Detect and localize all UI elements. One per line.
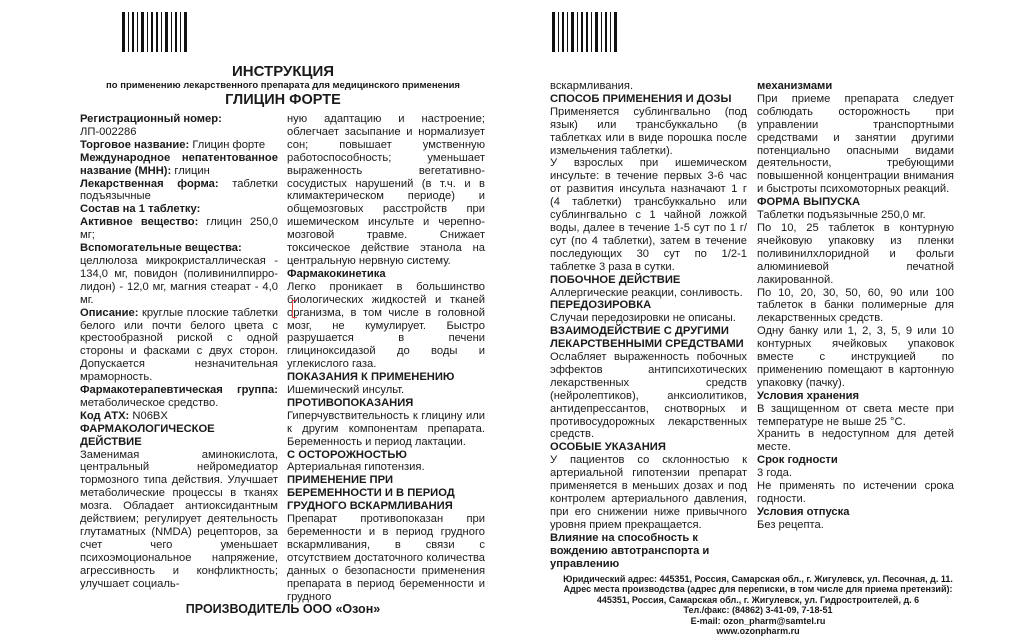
section-heading: Регистрационный номер: — [80, 113, 222, 125]
barcode-bar — [595, 12, 598, 52]
section-heading: ВЗАИМОДЕЙСТВИЕ С ДРУГИМИ ЛЕКАРСТВЕННЫМИ СРЕДСТВАМИ — [550, 325, 744, 351]
drug-name: ГЛИЦИН ФОРТЕ — [225, 92, 341, 108]
field — [80, 384, 278, 410]
field — [80, 152, 278, 178]
column-3 — [550, 80, 747, 570]
footer-line: 445351, Россия, Самарская обл., г. Жигулевск, ул. Гидростроителей, д. 6 — [596, 594, 920, 605]
barcode-bar — [147, 12, 148, 52]
section-heading: Фармакокинетика — [287, 267, 386, 280]
section-heading: С ОСТОРОЖНОСТЬЮ — [287, 448, 407, 461]
section-heading: Условия отпуска — [757, 505, 850, 518]
barcode-bar — [614, 12, 617, 52]
field-label: Описание: — [80, 306, 139, 319]
paragraph: ЛП-002286 — [80, 125, 137, 138]
barcode-bar — [552, 12, 555, 52]
barcode-bar — [610, 12, 611, 52]
barcode-bar — [132, 12, 134, 52]
address-footer — [548, 574, 968, 636]
paragraph: вскармливания. — [550, 80, 634, 92]
red-mark — [292, 300, 297, 318]
barcode-bar — [601, 12, 602, 52]
barcode-bar — [571, 12, 574, 52]
paragraph: При приеме препарата следует соблюдать осторожность при управлении транспортными средствами и занятии другими потенциально опасными видами деятельности, требующими повышенной концентрации внимания и быстроты психомоторных реакций. — [757, 92, 954, 196]
field — [80, 178, 278, 204]
barcode-bar — [151, 12, 153, 52]
field-label: Лекарственная форма: — [80, 177, 219, 190]
barcode-bar — [171, 12, 172, 52]
paragraph: Аллергические реакции, сонливость. — [550, 286, 743, 299]
document-title: ИНСТРУКЦИЯ — [231, 63, 335, 80]
field-value: таблетки подъязычные — [80, 177, 278, 203]
field-label: Активное вещество: — [80, 216, 199, 229]
paragraph: Случаи передозировки не описаны. — [550, 312, 736, 325]
barcode-right — [552, 12, 620, 52]
paragraph: Не применять по истечении срока годности. — [757, 480, 954, 505]
field-label: Фармакотерапевтическая группа: — [80, 384, 278, 397]
section-heading: ФОРМА ВЫПУСКА — [757, 196, 861, 209]
barcode-bar — [586, 12, 588, 52]
field-value: Глицин форте — [189, 138, 266, 151]
field-label: Код АТХ: — [80, 409, 130, 422]
paragraph: Легко проникает в большинство биологических жидкостей и тканей организма, в том числе в головной мозг, не кумулирует. Быстро разрушается в печени глициноксидазой до воды и углекислого газа. — [287, 280, 485, 371]
column-4 — [757, 80, 954, 532]
paragraph: ную адаптацию и настроение; облегчает засыпание и нормализует сон; повышает умственную работоспособность; уменьшает выраженность вегетативно-сосудистых нарушений (в т.ч. и в климактерическом периоде) и общемозговых расстройств при ишемическом инсульте и черепно-мозговой травме. Снижает токсическое действие этанола на центральную нервную систему. — [287, 113, 485, 267]
field — [80, 216, 278, 242]
barcode-bar — [562, 12, 564, 52]
barcode-bar — [577, 12, 578, 52]
field — [80, 139, 278, 152]
section-heading: ОСОБЫЕ УКАЗАНИЯ — [550, 441, 666, 454]
section-heading: Вспомогательные вещества: — [80, 242, 242, 255]
barcode-bar — [137, 12, 138, 52]
barcode-bar — [591, 12, 592, 52]
section-heading: Срок годности — [757, 454, 838, 467]
footer-line: www.ozonpharm.ru — [716, 626, 800, 637]
paragraph: целлюлоза микрокристаллическая - 134,0 мг, повидон (поливинилпирро-лидон) - 12,0 мг, магния стеарат - 4,0 мг. — [80, 254, 278, 306]
column-2 — [287, 113, 485, 603]
footer-line: Тел./факс: (84862) 3-41-09, 7-18-51 — [683, 605, 833, 616]
barcode-left — [122, 12, 190, 52]
section-heading: ПРОТИВОПОКАЗАНИЯ — [287, 396, 414, 409]
section-heading: механизмами — [757, 80, 833, 92]
field-label: Международное непатентованное название (МНН): — [80, 151, 278, 177]
field — [80, 307, 278, 384]
barcode-bar — [122, 12, 125, 52]
paragraph: Ослабляет выраженность побочных эффектов антипсихотических лекарственных средств (нейролептиков), анксиолитиков, антидепрессантов, снотворных и противосудорожных лекарственных средств. — [550, 351, 747, 441]
footer-line: E-mail: ozon_pharm@samtel.ru — [690, 615, 826, 626]
barcode-bar — [156, 12, 158, 52]
paragraph: По 10, 25 таблеток в контурную ячейковую упаковку из пленки поливинилхлоридной и фольги алюминиевой печатной лакированной. — [757, 221, 954, 286]
paragraph: Заменимая аминокислота, центральный нейромедиатор тормозного типа действия. Улучшает метаболические процессы в тканях мозга. Обладает антиоксидантным действием; регулирует деятельность глутаматных (NMDA) рецепторов, за счет чего уменьшает психоэмоциональное напряжение, агрессивность и конфликтность; улучшает социаль- — [80, 448, 278, 590]
section-heading: ПЕРЕДОЗИРОВКА — [550, 299, 652, 312]
paragraph: Без рецепта. — [757, 518, 824, 531]
section-heading: ПОБОЧНОЕ ДЕЙСТВИЕ — [550, 273, 681, 286]
barcode-bar — [567, 12, 568, 52]
paragraph: Применяется сублингвально (под язык) или трансбуккально (в таблетках или в виде порошка после измельчения таблетки). — [550, 105, 747, 157]
section-heading: Условия хранения — [757, 389, 860, 402]
barcode-bar — [558, 12, 559, 52]
paragraph: По 10, 20, 30, 50, 60, 90 или 100 таблеток в банки полимерные для лекарственных средств. — [757, 286, 954, 325]
field-label: Торговое название: — [80, 138, 190, 151]
paragraph: В защищенном от света месте при температуре не выше 25 °С. — [757, 402, 954, 428]
paragraph: Одну банку или 1, 2, 3, 5, 9 или 10 контурных ячейковых упаковок вместе с инструкцией по применению помещают в картонную упаковку (пачку). — [757, 325, 954, 389]
paragraph: У взрослых при ишемическом инсульте: в течение первых 3-6 час от развития инсульта назначают 1 г (4 таблетки) трансбуккально или сублингвально с 1 чайной ложкой воды, далее в течение 1-5 сут по 1 г/сут (по 4 таблетки), затем в течение последующих 30 сут по 1/2-1 таблетке 3 раза в сутки. — [550, 157, 747, 273]
section-heading: Состав на 1 таблетку: — [80, 203, 201, 216]
barcode-bar — [180, 12, 181, 52]
field-value: круглые плоские таблетки белого или почти белого цвета с крестообразной риской с одной стороны и фасками с двух сторон. Допускается незначительная мраморность. — [80, 306, 278, 384]
document-header — [78, 63, 488, 109]
barcode-bar — [605, 12, 607, 52]
footer-line: Юридический адрес: 445351, Россия, Самарская обл., г. Жигулевск, ул. Песочная, д. 11. — [563, 574, 953, 584]
section-heading: ПОКАЗАНИЯ К ПРИМЕНЕНИЮ — [287, 371, 455, 384]
section-heading: ПРИМЕНЕНИЕ ПРИ БЕРЕМЕННОСТИ И В ПЕРИОД ГРУДНОГО ВСКАРМЛИВАНИЯ — [287, 474, 455, 513]
column-1 — [80, 113, 278, 591]
footer-line: Адрес места производства (адрес для переписки, в том числе для приема претензий): — [563, 584, 953, 595]
field-value: N06BX — [129, 409, 168, 422]
paragraph: У пациентов со склонностью к артериальной гипотензии препарат применяется в меньших дозах и под контролем артериального давления, при его снижении ниже привычного уровня прием прекращается. — [550, 454, 747, 531]
document-subtitle: по применению лекарственного препарата для медицинского применения — [106, 80, 460, 91]
section-heading: Влияние на способность к вождению автотранспорта и управлению — [550, 531, 710, 570]
section-heading: СПОСОБ ПРИМЕНЕНИЯ И ДОЗЫ — [550, 92, 732, 105]
paragraph: Препарат противопоказан при беременности и в период грудного вскармливания, в связи с отсутствием достаточного количества данных о безопасности применения препарата в период беременности и грудного — [287, 513, 485, 603]
barcode-bar — [141, 12, 144, 52]
paragraph: Гиперчувствительность к глицину или к другим компонентам препарата. Беременность и период лактации. — [287, 409, 485, 448]
field-value: глицин — [171, 164, 210, 177]
field — [80, 410, 278, 423]
paragraph: Таблетки подъязычные 250,0 мг. — [757, 209, 926, 222]
barcode-bar — [128, 12, 129, 52]
paragraph: 3 года. — [757, 467, 792, 480]
barcode-bar — [184, 12, 187, 52]
producer-line: ПРОИЗВОДИТЕЛЬ ООО «Озон» — [185, 602, 381, 616]
paragraph: Хранить в недоступном для детей месте. — [757, 428, 954, 454]
field-value: глицин 250,0 мг; — [80, 216, 278, 242]
section-heading: ФАРМАКОЛОГИЧЕСКОЕ ДЕЙСТВИЕ — [80, 422, 215, 448]
barcode-bar — [165, 12, 168, 52]
barcode-bar — [175, 12, 177, 52]
paragraph: Артериальная гипотензия. — [287, 461, 425, 474]
barcode-bar — [581, 12, 583, 52]
paragraph: Ишемический инсульт. — [287, 384, 405, 397]
field-value: метаболическое средство. — [80, 396, 219, 409]
barcode-bar — [161, 12, 162, 52]
